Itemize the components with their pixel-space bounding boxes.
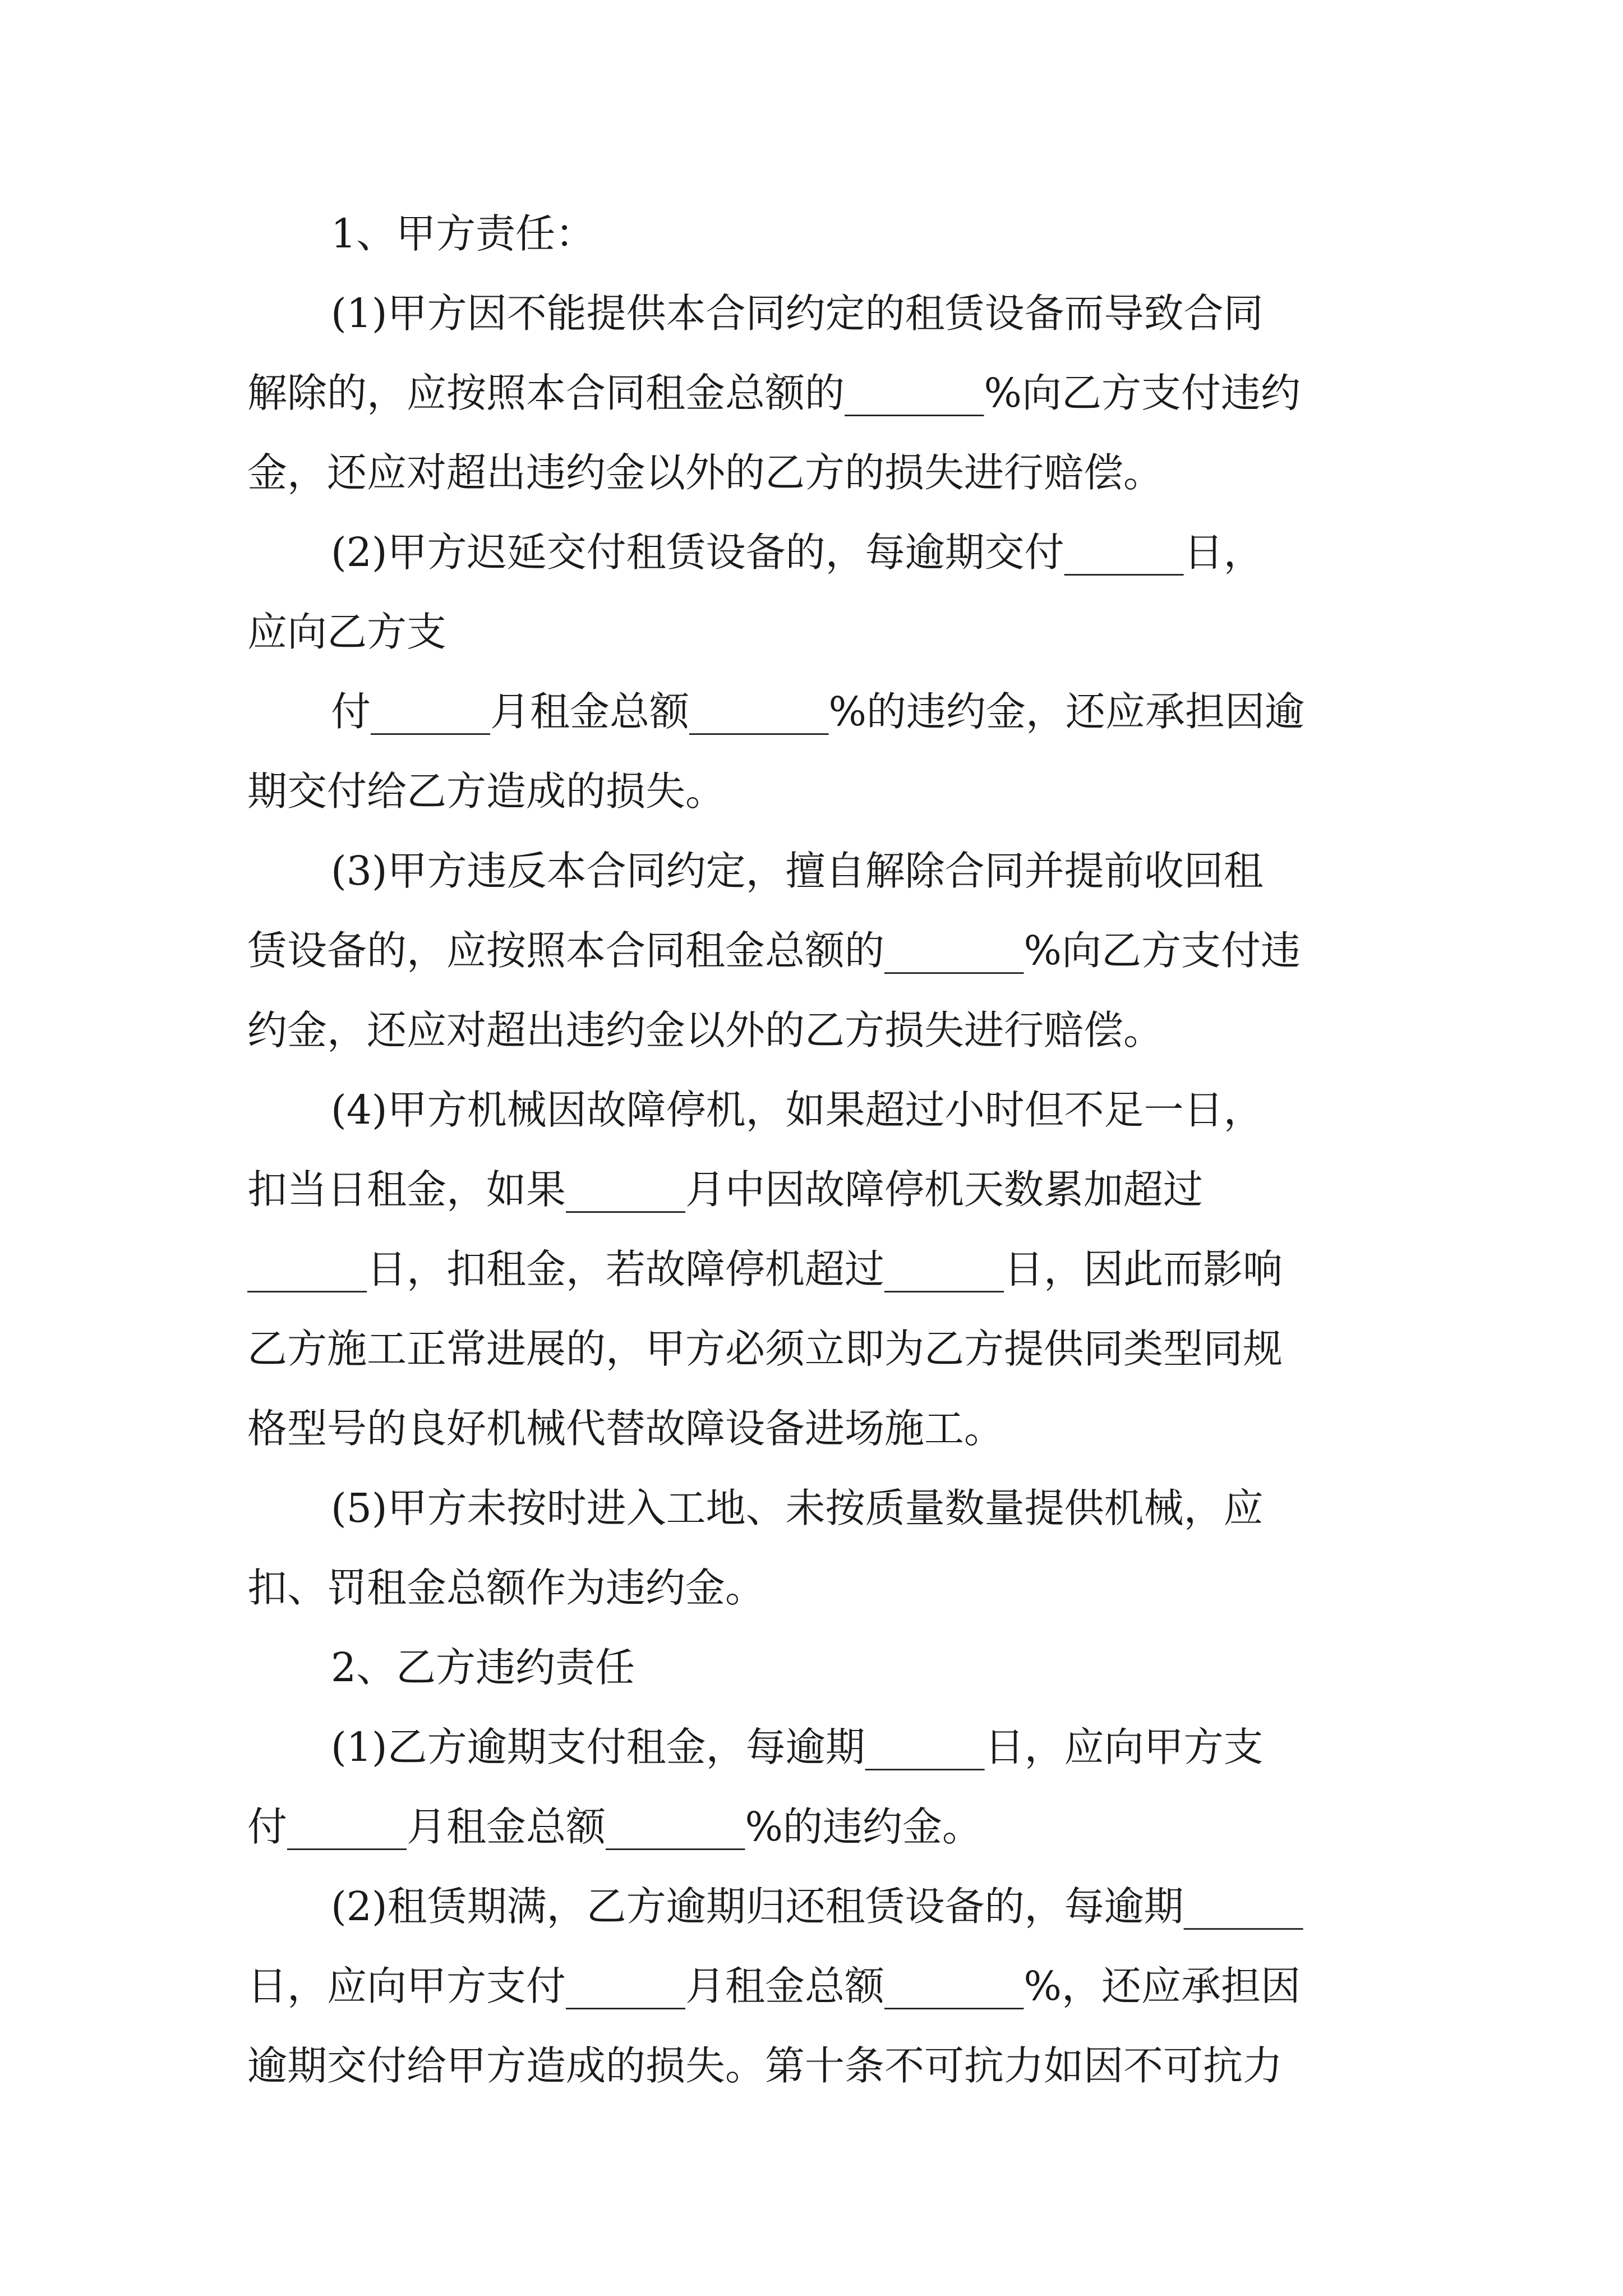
section-heading-party-a: 1、甲方责任： bbox=[331, 210, 596, 257]
paragraph-line: ______日，扣租金，若故障停机超过______日，因此而影响 bbox=[247, 1246, 1283, 1292]
section-heading-party-b: 2、乙方违约责任 bbox=[331, 1644, 635, 1691]
paragraph-line: 格型号的良好机械代替故障设备进场施工。 bbox=[247, 1405, 1004, 1452]
paragraph-line: (2)甲方迟延交付租赁设备的，每逾期交付______日， bbox=[331, 529, 1264, 576]
paragraph-line: (1)甲方因不能提供本合同约定的租赁设备而导致合同 bbox=[331, 290, 1264, 337]
paragraph-line: 付______月租金总额_______%的违约金。 bbox=[247, 1803, 982, 1850]
paragraph-line: (3)甲方违反本合同约定，擅自解除合同并提前收回租 bbox=[331, 848, 1264, 894]
paragraph-line: 乙方施工正常进展的，甲方必须立即为乙方提供同类型同规 bbox=[247, 1326, 1283, 1372]
paragraph-line: (4)甲方机械因故障停机，如果超过小时但不足一日， bbox=[331, 1087, 1264, 1133]
paragraph-line: 解除的，应按照本合同租金总额的_______%向乙方支付违约 bbox=[247, 370, 1301, 416]
paragraph-line: 期交付给乙方造成的损失。 bbox=[247, 768, 726, 815]
paragraph-line: 应向乙方支 bbox=[247, 609, 447, 655]
paragraph-line: 日，应向甲方支付______月租金总额_______%，还应承担因 bbox=[247, 1963, 1301, 2009]
paragraph-line: (1)乙方逾期支付租金，每逾期______日，应向甲方支 bbox=[331, 1724, 1264, 1770]
paragraph-line: 扣、罚租金总额作为违约金。 bbox=[247, 1565, 766, 1611]
paragraph-line: 付______月租金总额_______%的违约金，还应承担因逾 bbox=[331, 688, 1304, 735]
paragraph-line: 约金，还应对超出违约金以外的乙方损失进行赔偿。 bbox=[247, 1007, 1164, 1053]
paragraph-line: 金，还应对超出违约金以外的乙方的损失进行赔偿。 bbox=[247, 449, 1164, 496]
paragraph-line: (5)甲方未按时进入工地、未按质量数量提供机械，应 bbox=[331, 1485, 1264, 1531]
paragraph-line: 扣当日租金，如果______月中因故障停机天数累加超过 bbox=[247, 1166, 1204, 1213]
paragraph-line: 赁设备的，应按照本合同租金总额的_______%向乙方支付违 bbox=[247, 927, 1301, 974]
paragraph-line: 逾期交付给甲方造成的损失。第十条不可抗力如因不可抗力 bbox=[247, 2042, 1283, 2089]
paragraph-line: (2)租赁期满，乙方逾期归还租赁设备的，每逾期______ bbox=[331, 1883, 1303, 1930]
